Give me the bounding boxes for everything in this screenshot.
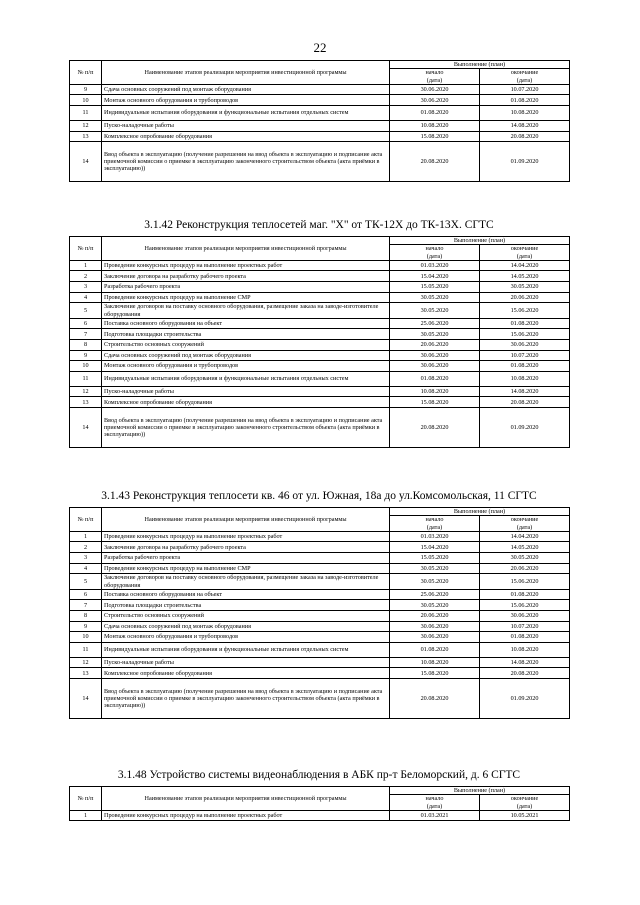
row-stage-name: Проведение конкурсных процедур на выполнение проектных работ <box>102 531 390 542</box>
header-end <box>480 795 570 811</box>
table-row <box>70 106 570 121</box>
section-0 <box>69 60 569 182</box>
header-name: Наименование этапов реализации мероприятия инвестиционной программы <box>102 237 390 261</box>
row-start-date: 15.08.2020 <box>390 668 480 679</box>
header-start-label: начало <box>425 516 444 524</box>
row-start-date: 10.08.2020 <box>390 657 480 668</box>
table-row <box>70 679 570 719</box>
row-end-date: 01.08.2020 <box>480 361 570 372</box>
row-number: 6 <box>70 318 102 329</box>
header-group: Выполнение (план) <box>390 237 570 245</box>
row-start-date: 20.08.2020 <box>390 679 480 719</box>
row-stage-name: Заключение договора на разработку рабочего проекта <box>102 542 390 553</box>
row-start-date: 10.08.2020 <box>390 386 480 397</box>
table-row <box>70 260 570 271</box>
row-end-date: 14.04.2020 <box>480 260 570 271</box>
table-row <box>70 531 570 542</box>
row-end-date: 10.08.2020 <box>480 371 570 386</box>
row-start-date: 20.06.2020 <box>390 340 480 351</box>
row-number: 12 <box>70 657 102 668</box>
row-number: 3 <box>70 553 102 564</box>
page-number: 22 <box>313 40 327 55</box>
row-number: 7 <box>70 600 102 611</box>
row-number: 7 <box>70 329 102 340</box>
header-name: Наименование этапов реализации мероприятия инвестиционной программы <box>102 787 390 811</box>
row-stage-name: Сдача основных сооружений под монтаж оборудования <box>102 84 390 95</box>
row-start-date: 15.04.2020 <box>390 271 480 282</box>
row-stage-name: Поставка основного оборудования на объект <box>102 589 390 600</box>
row-end-date: 10.08.2020 <box>480 106 570 121</box>
header-end-sub: (дата) <box>516 252 533 260</box>
header-end-sub: (дата) <box>516 802 533 810</box>
row-number: 8 <box>70 340 102 351</box>
row-stage-name: Ввод объекта в эксплуатацию (получение разрешения на ввод объекта в эксплуатацию и подписание акта приемочной комиссии о приемке в эксплуатацию законченного строительством объекта (акта приёмки в эксплуатацию)) <box>102 679 390 719</box>
row-start-date: 10.08.2020 <box>390 121 480 132</box>
header-start <box>390 795 480 811</box>
row-stage-name: Строительство основных сооружений <box>102 611 390 622</box>
row-number: 10 <box>70 361 102 372</box>
row-number: 11 <box>70 371 102 386</box>
schedule-table <box>69 507 570 719</box>
header-end-label: окончание <box>510 795 539 803</box>
row-end-date: 14.04.2020 <box>480 531 570 542</box>
row-end-date: 14.08.2020 <box>480 386 570 397</box>
row-number: 5 <box>70 303 102 319</box>
row-number: 6 <box>70 589 102 600</box>
header-row <box>70 508 570 516</box>
row-stage-name: Заключение договоров на поставку основного оборудования, размещение заказа на заводе-изготовителе оборудования <box>102 303 390 319</box>
row-start-date: 15.05.2020 <box>390 282 480 293</box>
header-start-sub: (дата) <box>426 523 443 531</box>
row-stage-name: Комплексное опробование оборудования <box>102 397 390 408</box>
row-stage-name: Подготовка площадки строительства <box>102 329 390 340</box>
table-row <box>70 84 570 95</box>
row-start-date: 15.05.2020 <box>390 553 480 564</box>
row-end-date: 20.06.2020 <box>480 292 570 303</box>
table-row <box>70 397 570 408</box>
row-end-date: 01.09.2020 <box>480 142 570 182</box>
row-number: 2 <box>70 542 102 553</box>
row-start-date: 01.03.2020 <box>390 260 480 271</box>
row-stage-name: Разработка рабочего проекта <box>102 282 390 293</box>
row-end-date: 15.06.2020 <box>480 303 570 319</box>
row-stage-name: Проведение конкурсных процедур на выполнение проектных работ <box>102 810 390 821</box>
row-stage-name: Индивидуальные испытания оборудования и функциональные испытания отдельных систем <box>102 642 390 657</box>
header-end-label: окончание <box>510 69 539 77</box>
row-number: 9 <box>70 350 102 361</box>
row-number: 9 <box>70 84 102 95</box>
header-group: Выполнение (план) <box>390 508 570 516</box>
row-end-date: 30.06.2020 <box>480 340 570 351</box>
table-row <box>70 303 570 319</box>
row-number: 12 <box>70 386 102 397</box>
table-row <box>70 271 570 282</box>
row-start-date: 30.05.2020 <box>390 574 480 590</box>
header-row <box>70 61 570 69</box>
header-start-label: начало <box>425 795 444 803</box>
row-number: 10 <box>70 95 102 106</box>
header-row <box>70 787 570 795</box>
row-stage-name: Монтаж основного оборудования и трубопроводов <box>102 632 390 643</box>
row-stage-name: Заключение договоров на поставку основного оборудования, размещение заказа на заводе-изготовителе оборудования <box>102 574 390 590</box>
header-name: Наименование этапов реализации мероприятия инвестиционной программы <box>102 61 390 85</box>
row-stage-name: Индивидуальные испытания оборудования и функциональные испытания отдельных систем <box>102 371 390 386</box>
row-start-date: 25.06.2020 <box>390 318 480 329</box>
row-end-date: 30.05.2020 <box>480 282 570 293</box>
row-stage-name: Пуско-наладочные работы <box>102 121 390 132</box>
row-stage-name: Ввод объекта в эксплуатацию (получение разрешения на ввод объекта в эксплуатацию и подписание акта приемочной комиссии о приемке в эксплуатацию законченного строительством объекта (акта приёмки в эксплуатацию)) <box>102 142 390 182</box>
header-group: Выполнение (план) <box>390 61 570 69</box>
row-start-date: 30.06.2020 <box>390 95 480 106</box>
table-row <box>70 95 570 106</box>
table-row <box>70 642 570 657</box>
table-row <box>70 371 570 386</box>
row-number: 2 <box>70 271 102 282</box>
schedule-table <box>69 60 570 182</box>
table-row <box>70 657 570 668</box>
table-row <box>70 361 570 372</box>
table-row <box>70 292 570 303</box>
table-row <box>70 318 570 329</box>
row-end-date: 14.08.2020 <box>480 657 570 668</box>
row-start-date: 30.06.2020 <box>390 621 480 632</box>
row-stage-name: Подготовка площадки строительства <box>102 600 390 611</box>
row-end-date: 01.08.2020 <box>480 95 570 106</box>
row-number: 14 <box>70 142 102 182</box>
row-end-date: 10.05.2021 <box>480 810 570 821</box>
row-stage-name: Пуско-наладочные работы <box>102 386 390 397</box>
table-row <box>70 810 570 821</box>
row-start-date: 01.03.2021 <box>390 810 480 821</box>
header-start-label: начало <box>425 245 444 253</box>
row-end-date: 20.06.2020 <box>480 563 570 574</box>
row-start-date: 15.08.2020 <box>390 131 480 142</box>
row-start-date: 30.05.2020 <box>390 292 480 303</box>
row-number: 1 <box>70 260 102 271</box>
row-number: 3 <box>70 282 102 293</box>
row-stage-name: Пуско-наладочные работы <box>102 657 390 668</box>
table-row <box>70 621 570 632</box>
table-row <box>70 632 570 643</box>
header-start <box>390 245 480 261</box>
header-start-label: начало <box>425 69 444 77</box>
row-start-date: 15.08.2020 <box>390 397 480 408</box>
row-stage-name: Проведение конкурсных процедур на выполнение проектных работ <box>102 260 390 271</box>
row-end-date: 30.05.2020 <box>480 553 570 564</box>
row-stage-name: Поставка основного оборудования на объект <box>102 318 390 329</box>
row-start-date: 20.08.2020 <box>390 408 480 448</box>
row-start-date: 30.06.2020 <box>390 84 480 95</box>
header-end <box>480 69 570 85</box>
row-stage-name: Сдача основных сооружений под монтаж оборудования <box>102 350 390 361</box>
row-stage-name: Монтаж основного оборудования и трубопроводов <box>102 361 390 372</box>
header-end <box>480 516 570 532</box>
row-number: 13 <box>70 397 102 408</box>
row-stage-name: Сдача основных сооружений под монтаж оборудования <box>102 621 390 632</box>
table-row <box>70 563 570 574</box>
section-3 <box>69 768 569 821</box>
table-row <box>70 121 570 132</box>
row-stage-name: Ввод объекта в эксплуатацию (получение разрешения на ввод объекта в эксплуатацию и подписание акта приемочной комиссии о приемке в эксплуатацию законченного строительством объекта (акта приёмки в эксплуатацию)) <box>102 408 390 448</box>
header-end-sub: (дата) <box>516 523 533 531</box>
table-row <box>70 553 570 564</box>
section-title: 3.1.48 Устройство системы видеонаблюдения в АБК пр-т Беломорский, д. 6 СГТС <box>117 769 521 781</box>
table-row <box>70 611 570 622</box>
row-end-date: 15.06.2020 <box>480 574 570 590</box>
row-number: 14 <box>70 408 102 448</box>
row-stage-name: Строительство основных сооружений <box>102 340 390 351</box>
section-1 <box>69 218 569 448</box>
row-start-date: 30.05.2020 <box>390 303 480 319</box>
header-end-label: окончание <box>510 516 539 524</box>
table-row <box>70 131 570 142</box>
row-end-date: 01.08.2020 <box>480 318 570 329</box>
row-number: 1 <box>70 531 102 542</box>
row-start-date: 30.05.2020 <box>390 600 480 611</box>
row-number: 1 <box>70 810 102 821</box>
header-group: Выполнение (план) <box>390 787 570 795</box>
row-end-date: 20.08.2020 <box>480 668 570 679</box>
row-number: 13 <box>70 668 102 679</box>
row-stage-name: Проведение конкурсных процедур на выполнение СМР <box>102 292 390 303</box>
row-end-date: 01.09.2020 <box>480 408 570 448</box>
schedule-table <box>69 236 570 448</box>
row-number: 8 <box>70 611 102 622</box>
row-end-date: 14.05.2020 <box>480 271 570 282</box>
header-num: № п/п <box>70 508 102 532</box>
table-row <box>70 386 570 397</box>
row-end-date: 15.06.2020 <box>480 600 570 611</box>
row-end-date: 20.08.2020 <box>480 131 570 142</box>
row-number: 13 <box>70 131 102 142</box>
row-start-date: 30.05.2020 <box>390 329 480 340</box>
row-stage-name: Заключение договора на разработку рабочего проекта <box>102 271 390 282</box>
header-num: № п/п <box>70 787 102 811</box>
row-end-date: 30.06.2020 <box>480 611 570 622</box>
section-title: 3.1.43 Реконструкция теплосети кв. 46 от ул. Южная, 18а до ул.Комсомольская, 11 СГТС <box>101 490 537 502</box>
table-row <box>70 142 570 182</box>
row-start-date: 01.08.2020 <box>390 106 480 121</box>
table-row <box>70 340 570 351</box>
row-number: 11 <box>70 106 102 121</box>
row-number: 11 <box>70 642 102 657</box>
row-number: 12 <box>70 121 102 132</box>
row-end-date: 01.08.2020 <box>480 589 570 600</box>
row-number: 10 <box>70 632 102 643</box>
row-end-date: 10.07.2020 <box>480 84 570 95</box>
row-end-date: 10.08.2020 <box>480 642 570 657</box>
schedule-table <box>69 786 570 821</box>
table-row <box>70 600 570 611</box>
table-row <box>70 668 570 679</box>
header-start-sub: (дата) <box>426 252 443 260</box>
header-end <box>480 245 570 261</box>
row-start-date: 25.06.2020 <box>390 589 480 600</box>
row-end-date: 14.05.2020 <box>480 542 570 553</box>
row-stage-name: Монтаж основного оборудования и трубопроводов <box>102 95 390 106</box>
row-number: 4 <box>70 563 102 574</box>
table-row <box>70 408 570 448</box>
row-stage-name: Комплексное опробование оборудования <box>102 131 390 142</box>
header-start-sub: (дата) <box>426 802 443 810</box>
row-start-date: 20.06.2020 <box>390 611 480 622</box>
row-start-date: 30.06.2020 <box>390 350 480 361</box>
header-start-sub: (дата) <box>426 76 443 84</box>
table-row <box>70 350 570 361</box>
header-num: № п/п <box>70 61 102 85</box>
header-start <box>390 516 480 532</box>
row-end-date: 14.08.2020 <box>480 121 570 132</box>
row-stage-name: Комплексное опробование оборудования <box>102 668 390 679</box>
table-row <box>70 329 570 340</box>
table-row <box>70 574 570 590</box>
table-row <box>70 282 570 293</box>
row-start-date: 20.08.2020 <box>390 142 480 182</box>
header-row <box>70 237 570 245</box>
row-start-date: 30.06.2020 <box>390 632 480 643</box>
row-end-date: 20.08.2020 <box>480 397 570 408</box>
table-row <box>70 542 570 553</box>
row-start-date: 15.04.2020 <box>390 542 480 553</box>
header-end-sub: (дата) <box>516 76 533 84</box>
row-end-date: 01.09.2020 <box>480 679 570 719</box>
row-number: 9 <box>70 621 102 632</box>
table-row <box>70 589 570 600</box>
row-stage-name: Индивидуальные испытания оборудования и функциональные испытания отдельных систем <box>102 106 390 121</box>
header-start <box>390 69 480 85</box>
row-number: 4 <box>70 292 102 303</box>
row-end-date: 01.08.2020 <box>480 632 570 643</box>
header-num: № п/п <box>70 237 102 261</box>
row-stage-name: Разработка рабочего проекта <box>102 553 390 564</box>
row-start-date: 30.06.2020 <box>390 361 480 372</box>
row-end-date: 10.07.2020 <box>480 350 570 361</box>
row-start-date: 01.08.2020 <box>390 371 480 386</box>
header-end-label: окончание <box>510 245 539 253</box>
row-number: 14 <box>70 679 102 719</box>
row-start-date: 01.08.2020 <box>390 642 480 657</box>
row-number: 5 <box>70 574 102 590</box>
row-end-date: 15.06.2020 <box>480 329 570 340</box>
row-start-date: 01.03.2020 <box>390 531 480 542</box>
section-title: 3.1.42 Реконструкция теплосетей маг. "Х" от ТК-12Х до ТК-13Х. СГТС <box>144 219 494 231</box>
section-2 <box>69 489 569 719</box>
row-end-date: 10.07.2020 <box>480 621 570 632</box>
header-name: Наименование этапов реализации мероприятия инвестиционной программы <box>102 508 390 532</box>
row-start-date: 30.05.2020 <box>390 563 480 574</box>
row-stage-name: Проведение конкурсных процедур на выполнение СМР <box>102 563 390 574</box>
